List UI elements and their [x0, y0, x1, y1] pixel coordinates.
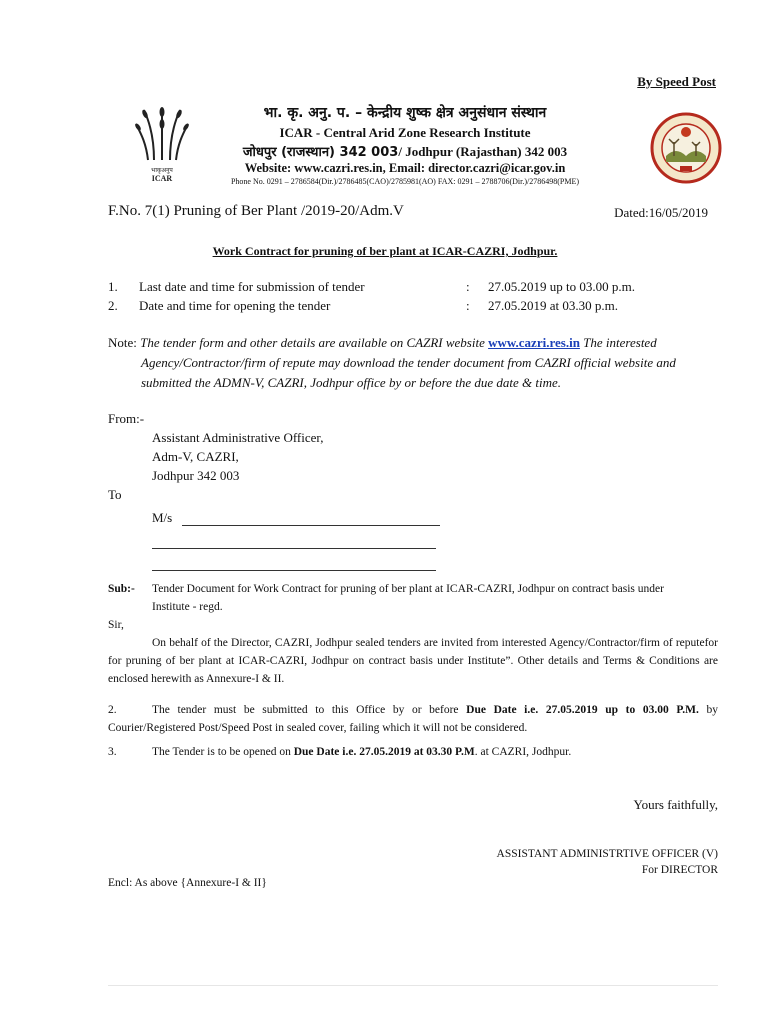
from-label: From:-	[108, 411, 145, 426]
signatory-for: For DIRECTOR	[641, 864, 718, 876]
note-text: The interested	[579, 335, 657, 350]
schedule-label: Date and time for opening the tender	[139, 298, 331, 313]
speed-post-label: By Speed Post	[637, 74, 716, 89]
para-text: The tender must be submitted to this Office by or before	[152, 704, 467, 716]
note-text: The tender form and other details are available on CAZRI website	[140, 335, 489, 350]
cazri-seal	[650, 112, 722, 184]
institute-city-hindi: जोधपुर (राजस्थान) 342 003	[242, 145, 399, 160]
address-blank-line	[182, 524, 440, 526]
para-text: . at CAZRI, Jodhpur.	[474, 746, 572, 758]
paragraph-3	[108, 743, 718, 761]
note-line: Agency/Contractor/firm of repute may download the tender document from CAZRI official website and	[141, 355, 676, 370]
paragraph-1: On behalf of the Director, CAZRI, Jodhpur sealed tenders are invited from interested Agency/Contractor/firm of reputefor for pruning of ber plant at ICAR-CAZRI, Jodhpur on contract basis under Institute”. Other details and Terms & Conditions are enclosed herewith as Annexure-I & II.	[108, 637, 718, 685]
institute-address	[180, 142, 630, 160]
schedule-colon: :	[466, 279, 470, 294]
sub-line: Institute - regd.	[152, 601, 223, 613]
schedule-label: Last date and time for submission of tender	[139, 279, 365, 294]
closing: Yours faithfully,	[633, 797, 718, 812]
footer-divider	[108, 985, 718, 986]
schedule-value: 27.05.2019 at 03.30 p.m.	[488, 298, 618, 313]
schedule-value: 27.05.2019 up to 03.00 p.m.	[488, 279, 635, 294]
schedule-num: 2.	[108, 298, 118, 313]
note-prefix: Note:	[108, 335, 141, 350]
ms-label: M/s	[152, 510, 173, 525]
sub-label: Sub:-	[108, 583, 135, 595]
file-number: F.No. 7(1) Pruning of Ber Plant /2019-20/Adm.V	[108, 203, 404, 219]
para-number: 2.	[108, 704, 117, 716]
schedule-colon: :	[466, 298, 470, 313]
date: Dated:16/05/2019	[614, 205, 708, 220]
address-blank-line	[152, 547, 436, 549]
para-number: 3.	[108, 746, 117, 758]
phone-fax: Phone No. 0291 – 2786584(Dir.)/2786485(CAO)/2785981(AO) FAX: 0291 – 2788706(Dir.)/2786498(PME)	[230, 177, 580, 186]
enclosure: Encl: As above {Annexure-I & II}	[108, 877, 267, 889]
address-blank-line	[152, 569, 436, 571]
signatory-title: ASSISTANT ADMINISTRTIVE OFFICER (V)	[496, 848, 718, 860]
icar-logo-text: ICAR	[151, 174, 173, 183]
para-bold: Due Date i.e. 27.05.2019 at 03.30 P.M	[293, 746, 475, 758]
institute-hindi-name: भा. कृ. अनु. प. – केन्द्रीय शुष्क क्षेत्र अनुसंधान संस्थान	[263, 105, 547, 121]
note-line: submitted the ADMN-V, CAZRI, Jodhpur office by or before the due date & time.	[141, 375, 562, 390]
icar-logo-hindi: भाकृअनुप	[151, 167, 173, 174]
note-block	[108, 333, 718, 393]
institute-english-name: ICAR - Central Arid Zone Research Institute	[279, 125, 531, 140]
para-bold: Due Date i.e. 27.05.2019 up to 03.00 P.M.	[466, 704, 699, 716]
salutation: Sir,	[108, 619, 124, 631]
sub-line: Tender Document for Work Contract for pruning of ber plant at ICAR-CAZRI, Jodhpur on contract basis under	[152, 583, 664, 595]
schedule-num: 1.	[108, 279, 118, 294]
institute-city-english: / Jodhpur (Rajasthan) 342 003	[398, 144, 568, 159]
from-line: Adm-V, CAZRI,	[152, 449, 239, 464]
website-link[interactable]: www.cazri.res.in	[488, 335, 580, 350]
from-line: Jodhpur 342 003	[152, 468, 240, 483]
para-text: by Courier/Registered Post/Speed Post in sealed cover, failing which it will not be considered.	[108, 704, 719, 734]
paragraph-2	[108, 701, 718, 737]
para-text: The Tender is to be opened on	[152, 746, 294, 758]
to-label: To	[108, 487, 122, 502]
from-line: Assistant Administrative Officer,	[152, 430, 324, 445]
website-email: Website: www.cazri.res.in, Email: director.cazri@icar.gov.in	[244, 161, 566, 175]
document-title: Work Contract for pruning of ber plant at ICAR-CAZRI, Jodhpur.	[212, 244, 558, 258]
